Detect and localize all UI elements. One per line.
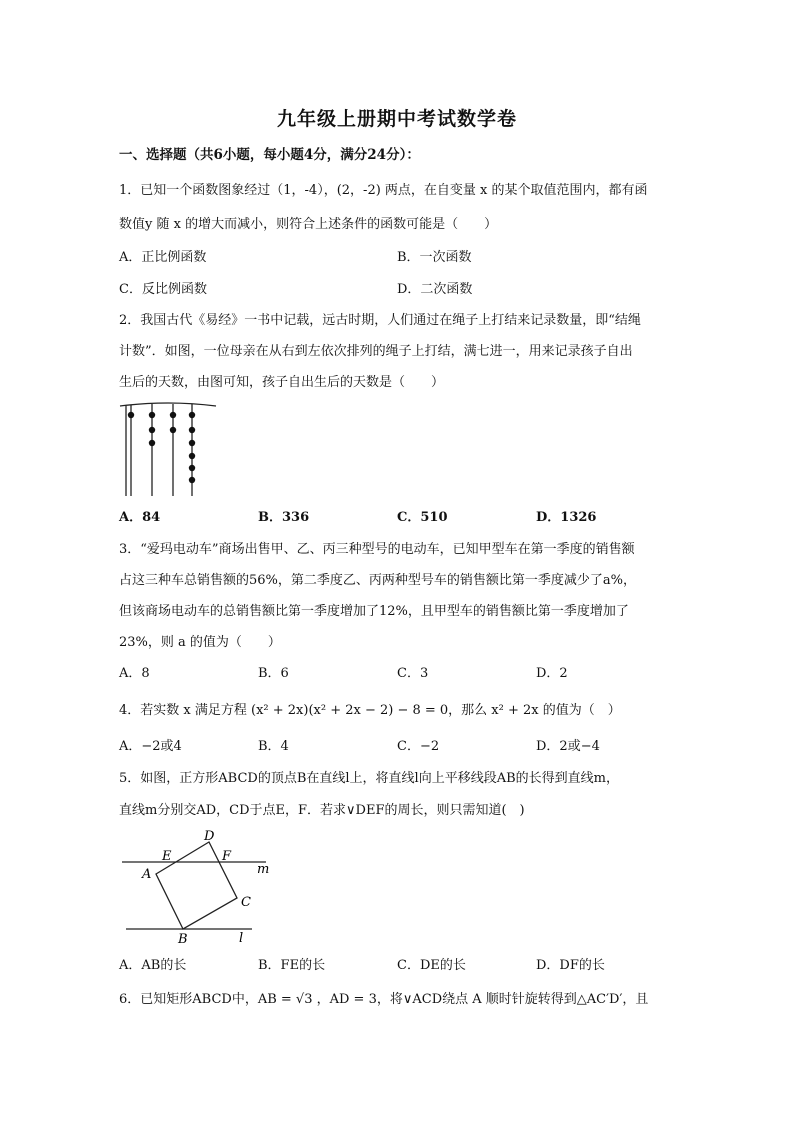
q4-option-b: B．4 xyxy=(258,739,289,754)
label-m: m xyxy=(257,862,270,877)
q2-option-a: A．84 xyxy=(119,510,161,525)
label-c: C xyxy=(241,895,251,910)
q2-line-1: 2．我国古代《易经》一书中记载，远古时期，人们通过在绳子上打结来记录数量，即“结绳 xyxy=(119,313,641,328)
q5-line-1: 5．如图，正方形ABCD的顶点B在直线l上，将直线l向上平移线段AB的长得到直线m， xyxy=(119,771,619,786)
square-lines-figure xyxy=(118,826,278,948)
q5-option-d: D．DF的长 xyxy=(536,958,605,973)
q2-option-c: C．510 xyxy=(397,510,448,525)
q3-line-2: 占这三种车总销售额的56%，第二季度乙、丙两种型号车的销售额比第一季度减少了a%， xyxy=(119,573,636,588)
q6-line-1: 6．已知矩形ABCD中，AB = √3 ，AD = 3，将∨ACD绕点 A 顺时针旋转得到△AC′D′，且 xyxy=(119,992,649,1007)
knot-rope-figure xyxy=(118,400,218,500)
label-l: l xyxy=(239,931,244,946)
q5-option-c: C．DE的长 xyxy=(397,958,466,973)
q5-option-b: B．FE的长 xyxy=(258,958,326,973)
q1-option-a: A．正比例函数 xyxy=(119,250,207,265)
q2-option-b: B．336 xyxy=(258,510,310,525)
label-a: A xyxy=(142,867,152,882)
q2-option-d: D．1326 xyxy=(536,510,597,525)
q3-option-b: B．6 xyxy=(258,666,289,681)
q3-line-1: 3．“爱玛电动车”商场出售甲、乙、丙三种型号的电动车，已知甲型车在第一季度的销售额 xyxy=(119,542,635,557)
q2-line-3: 生后的天数，由图可知，孩子自出生后的天数是（ ） xyxy=(119,375,445,390)
q3-option-a: A．8 xyxy=(119,666,150,681)
q5-line-2: 直线m分别交AD，CD于点E，F．若求∨DEF的周长，则只需知道( ) xyxy=(119,803,525,818)
q3-option-d: D．2 xyxy=(536,666,568,681)
label-e: E xyxy=(162,849,172,864)
section-heading: 一、选择题（共6小题，每小题4分，满分24分）： xyxy=(119,147,420,163)
q4-option-c: C．−2 xyxy=(397,739,440,754)
q1-option-c: C．反比例函数 xyxy=(119,282,207,297)
label-f: F xyxy=(222,849,232,864)
q4-option-a: A．−2或4 xyxy=(119,739,182,754)
q4-option-d: D．2或−4 xyxy=(536,739,600,754)
label-d: D xyxy=(204,829,215,844)
q3-line-3: 但该商场电动车的总销售额比第一季度增加了12%，且甲型车的销售额比第一季度增加了 xyxy=(119,604,629,619)
q5-option-a: A．AB的长 xyxy=(119,958,187,973)
q1-line-1: 1．已知一个函数图象经过（1，-4），(2，-2) 两点，在自变量 x 的某个取值范围内，都有函 xyxy=(119,183,648,198)
q3-line-4: 23%，则 a 的值为（ ） xyxy=(119,635,281,650)
q4-line-1: 4．若实数 x 满足方程 (x² + 2x)(x² + 2x − 2) − 8 = 0，那么 x² + 2x 的值为（ ） xyxy=(119,703,621,718)
q1-line-2: 数值y 随 x 的增大而减小，则符合上述条件的函数可能是（ ） xyxy=(119,217,498,232)
q3-option-c: C．3 xyxy=(397,666,429,681)
q1-option-b: B．一次函数 xyxy=(397,250,472,265)
label-b: B xyxy=(178,932,188,947)
q1-option-d: D．二次函数 xyxy=(397,282,473,297)
page-title: 九年级上册期中考试数学卷 xyxy=(276,108,517,130)
q2-line-2: 计数”．如图，一位母亲在从右到左依次排列的绳子上打结，满七进一，用来记录孩子自出 xyxy=(119,344,633,359)
